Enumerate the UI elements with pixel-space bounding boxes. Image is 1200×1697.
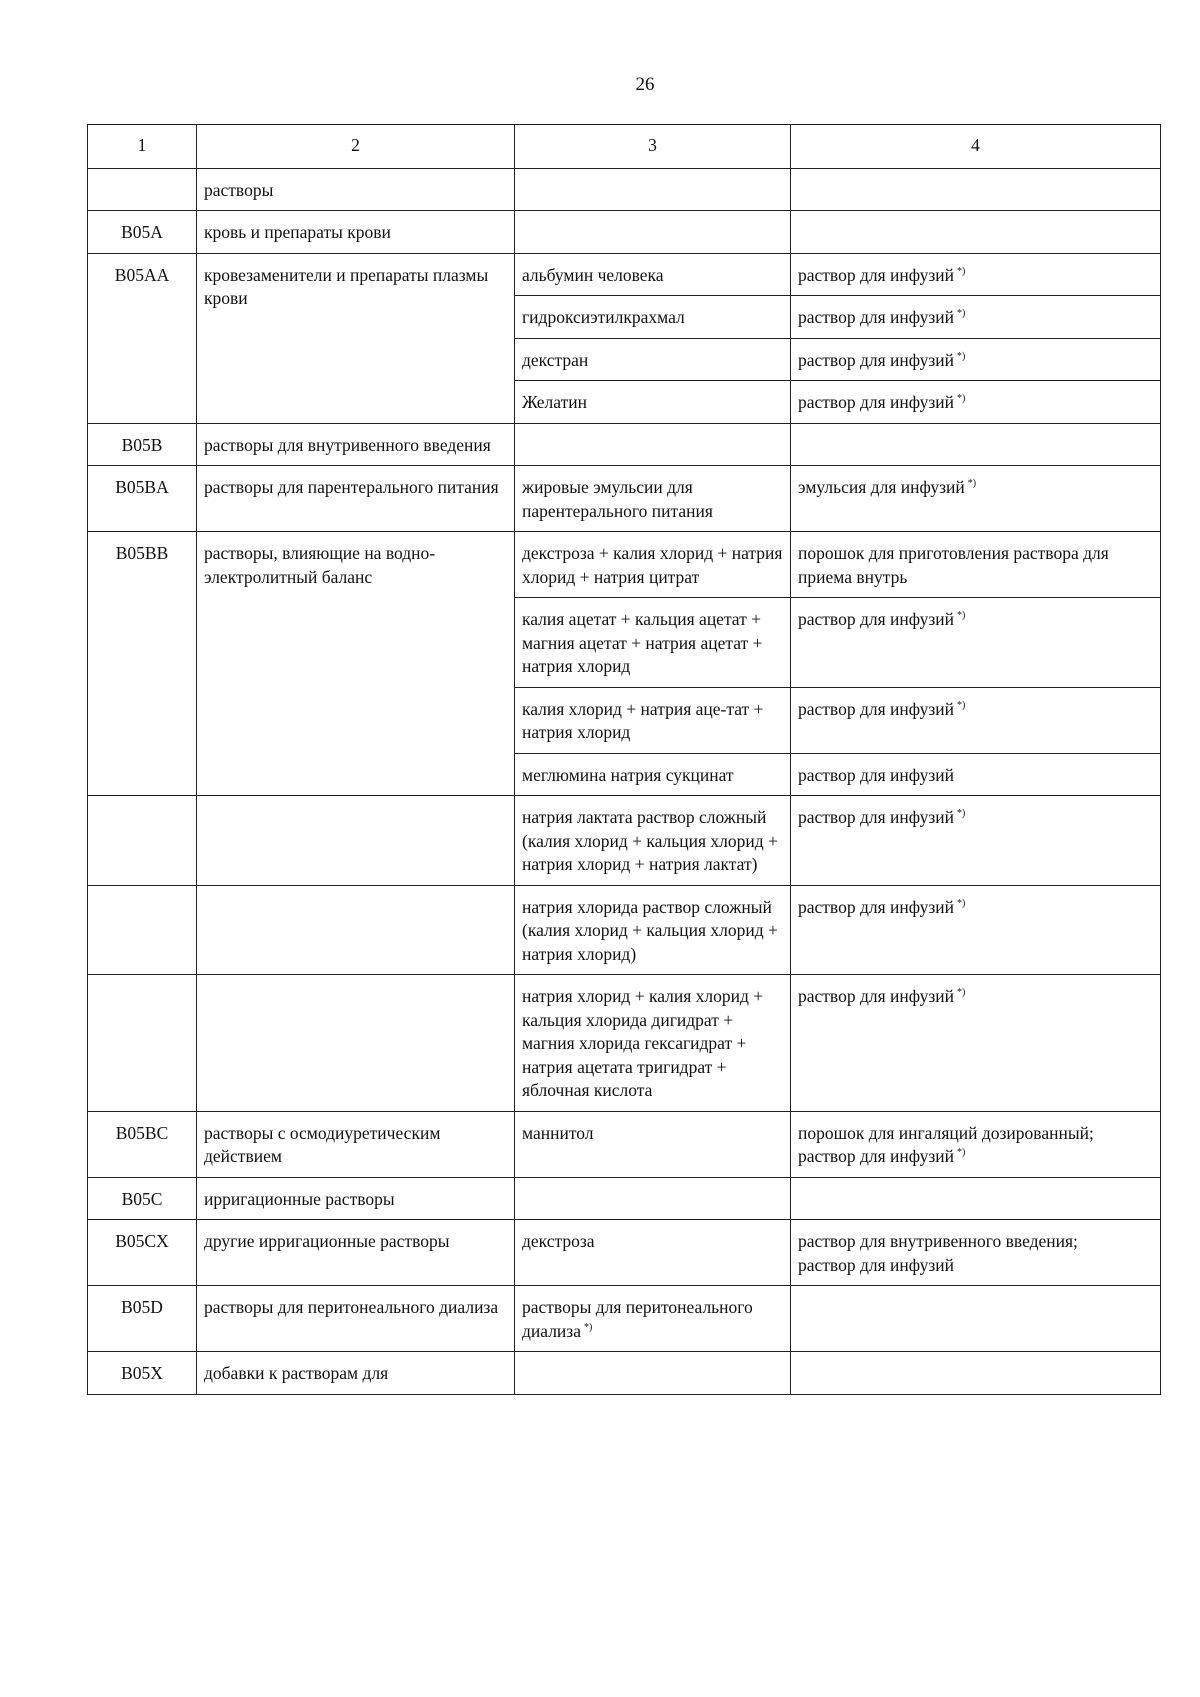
drug-name-cell: [515, 423, 791, 466]
group-name-cell: ирригационные растворы: [197, 1177, 515, 1220]
drug-name-cell: [515, 1286, 791, 1352]
group-name-cell: кровезаменители и препараты плазмы крови: [197, 253, 515, 423]
group-name-cell: растворы для внутривенного введения: [197, 423, 515, 466]
footnote-mark: *): [957, 1147, 966, 1158]
drug-name-cell: [515, 253, 791, 296]
atc-code-cell: B05X: [88, 1352, 197, 1395]
dosage-form-cell: [791, 1177, 1161, 1220]
group-name-cell: растворы с осмодиуретическим действием: [197, 1111, 515, 1177]
dosage-form-cell: [791, 687, 1161, 753]
cell-text: раствор для инфузий: [798, 264, 955, 285]
column-header: 2: [197, 125, 515, 169]
table-row: [88, 211, 1161, 254]
drug-name-cell: [515, 796, 791, 886]
cell-text: натрия хлорида раствор сложный (калия хлорид + кальция хлорид + натрия хлорид): [522, 896, 778, 964]
group-name-cell: [197, 975, 515, 1112]
drug-name-cell: [515, 687, 791, 753]
table-row: [88, 466, 1161, 532]
drug-name-cell: [515, 1352, 791, 1395]
cell-text: раствор для инфузий: [798, 698, 955, 719]
drug-name-cell: [515, 532, 791, 598]
group-name-cell: растворы для парентерального питания: [197, 466, 515, 532]
cell-text: декстроза: [522, 1231, 595, 1251]
dosage-form-cell: [791, 168, 1161, 211]
atc-code-cell: [88, 796, 197, 886]
column-header: 1: [88, 125, 197, 169]
drug-table: [87, 124, 1161, 1395]
cell-text: натрия лактата раствор сложный (калия хлорид + кальция хлорид + натрия хлорид + натрия лактат): [522, 807, 778, 874]
atc-code-cell: B05BB: [88, 532, 197, 796]
cell-text: раствор для инфузий: [798, 807, 955, 827]
footnote-mark: *): [957, 350, 966, 362]
cell-text: жировые эмульсии для парентерального питания: [522, 477, 713, 521]
cell-text: раствор для инфузий: [798, 349, 955, 370]
drug-name-cell: [515, 1220, 791, 1286]
table-row: [88, 168, 1161, 211]
dosage-form-cell: [791, 975, 1161, 1112]
cell-text: Желатин: [522, 392, 587, 412]
drug-name-cell: [515, 211, 791, 254]
group-name-cell: растворы для перитонеального диализа: [197, 1286, 515, 1352]
footnote-mark: *): [957, 808, 966, 819]
atc-code-cell: B05B: [88, 423, 197, 466]
cell-text: порошок для приготовления раствора для приема внутрь: [798, 543, 1109, 587]
dosage-form-cell: [791, 598, 1161, 688]
table-row: [88, 796, 1161, 886]
cell-text: раствор для внутривенного введения; раствор для инфузий: [798, 1231, 1078, 1275]
cell-text: натрия хлорид + калия хлорид + кальция хлорида дигидрат + магния хлорида гексагидрат + натрия ацетата тригидрат + яблочная кислота: [522, 986, 764, 1100]
cell-text: гидроксиэтилкрахмал: [522, 307, 685, 327]
dosage-form-cell: [791, 753, 1161, 796]
drug-name-cell: [515, 975, 791, 1112]
cell-text: альбумин человека: [522, 264, 664, 285]
table-row: [88, 1286, 1161, 1352]
group-name-cell: кровь и препараты крови: [197, 211, 515, 254]
drug-name-cell: [515, 753, 791, 796]
cell-text: раствор для инфузий: [798, 986, 955, 1006]
group-name-cell: растворы, влияющие на водно-электролитный баланс: [197, 532, 515, 796]
dosage-form-cell: [791, 423, 1161, 466]
group-name-cell: добавки к растворам для: [197, 1352, 515, 1395]
dosage-form-cell: [791, 253, 1161, 296]
drug-name-cell: [515, 598, 791, 688]
drug-name-cell: [515, 296, 791, 339]
cell-text: меглюмина натрия сукцинат: [522, 764, 734, 785]
cell-text: раствор для инфузий: [798, 392, 955, 412]
atc-code-cell: B05AA: [88, 253, 197, 423]
dosage-form-cell: [791, 338, 1161, 381]
dosage-form-cell: [791, 532, 1161, 598]
table-row: [88, 1352, 1161, 1395]
dosage-form-cell: [791, 296, 1161, 339]
dosage-form-cell: [791, 211, 1161, 254]
footnote-mark: *): [957, 308, 966, 319]
footnote-mark: *): [957, 699, 966, 711]
footnote-mark: *): [957, 987, 966, 998]
drug-name-cell: [515, 381, 791, 424]
drug-name-cell: [515, 1177, 791, 1220]
cell-text: раствор для инфузий: [798, 764, 955, 785]
cell-text: эмульсия для инфузий: [798, 477, 965, 497]
header-row: [88, 125, 1161, 169]
page-number: 26: [635, 74, 655, 95]
cell-text: маннитол: [522, 1122, 594, 1143]
drug-name-cell: [515, 168, 791, 211]
cell-text: декстран: [522, 349, 589, 370]
atc-code-cell: [88, 168, 197, 211]
footnote-mark: *): [957, 393, 966, 404]
table-row: [88, 1111, 1161, 1177]
drug-name-cell: [515, 885, 791, 975]
atc-code-cell: B05CX: [88, 1220, 197, 1286]
table-row: [88, 423, 1161, 466]
dosage-form-cell: [791, 466, 1161, 532]
atc-code-cell: B05BC: [88, 1111, 197, 1177]
atc-code-cell: [88, 975, 197, 1112]
cell-text: раствор для инфузий: [798, 307, 955, 327]
cell-text: порошок для ингаляций дозированный; раствор для инфузий: [798, 1122, 1094, 1166]
dosage-form-cell: [791, 381, 1161, 424]
footnote-mark: *): [583, 1321, 593, 1333]
group-name-cell: [197, 885, 515, 975]
atc-code-cell: [88, 885, 197, 975]
table-row: [88, 1177, 1161, 1220]
atc-code-cell: B05A: [88, 211, 197, 254]
drug-name-cell: [515, 338, 791, 381]
cell-text: растворы для перитонеального диализа: [522, 1297, 753, 1341]
column-header: 4: [791, 125, 1161, 169]
footnote-mark: *): [957, 265, 966, 277]
atc-code-cell: B05C: [88, 1177, 197, 1220]
table-row: [88, 885, 1161, 975]
cell-text: раствор для инфузий: [798, 609, 955, 629]
table-row: [88, 1220, 1161, 1286]
dosage-form-cell: [791, 1220, 1161, 1286]
dosage-form-cell: [791, 1286, 1161, 1352]
drug-name-cell: [515, 1111, 791, 1177]
footnote-mark: *): [967, 478, 977, 489]
atc-code-cell: B05D: [88, 1286, 197, 1352]
dosage-form-cell: [791, 1352, 1161, 1395]
table-body: [88, 168, 1161, 1394]
table-row: [88, 253, 1161, 296]
cell-text: раствор для инфузий: [798, 896, 955, 917]
table-row: [88, 532, 1161, 598]
atc-code-cell: B05BA: [88, 466, 197, 532]
footnote-mark: *): [957, 610, 966, 621]
table-row: [88, 975, 1161, 1112]
group-name-cell: другие ирригационные растворы: [197, 1220, 515, 1286]
dosage-form-cell: [791, 796, 1161, 886]
cell-text: калия хлорид + натрия аце-тат + натрия хлорид: [522, 698, 764, 742]
column-header: 3: [515, 125, 791, 169]
group-name-cell: растворы: [197, 168, 515, 211]
dosage-form-cell: [791, 885, 1161, 975]
cell-text: калия ацетат + кальция ацетат + магния ацетат + натрия ацетат + натрия хлорид: [522, 609, 763, 676]
group-name-cell: [197, 796, 515, 886]
dosage-form-cell: [791, 1111, 1161, 1177]
footnote-mark: *): [957, 897, 966, 909]
cell-text: декстроза + калия хлорид + натрия хлорид + натрия цитрат: [522, 543, 783, 587]
drug-name-cell: [515, 466, 791, 532]
